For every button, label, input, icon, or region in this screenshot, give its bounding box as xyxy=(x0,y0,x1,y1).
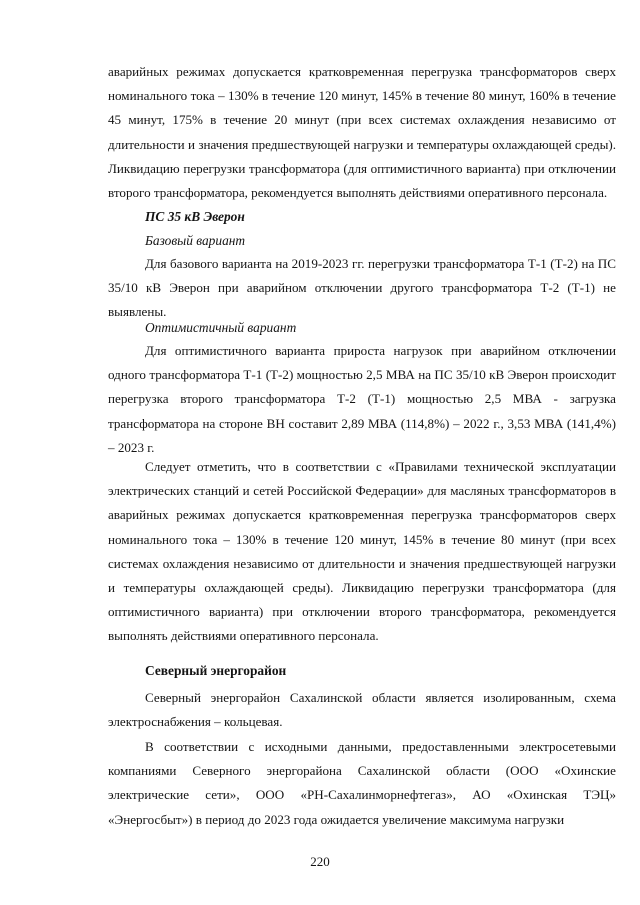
paragraph-grid-companies: В соответствии с исходными данными, предоставленными электросетевыми компаниями Северного энергорайона Сахалинской области (ООО «Охинские электрические сети», ООО «РН-Сахалинморнефтегаз», АО «Охинская ТЭЦ» «Энергосбыт») в период до 2023 года ожидается увеличение максимума нагрузки xyxy=(108,739,616,827)
paragraph-operation-rules: Следует отметить, что в соответствии с «Правилами технической эксплуатации электрических станций и сетей Российской Федерации» для масляных трансформаторов в аварийных режимах допускается кратковременная перегрузка трансформаторов сверх номинального тока – 130% в течение 120 минут, 145% в течение 80 минут (при всех системах охлаждения независимо от длительности и значения предшествующей нагрузки и температуры охлаждающей среды). Ликвидацию перегрузки трансформатора (для оптимистичного варианта) при отключении второго трансформатора, рекомендуется выполнять действиями оперативного персонала. xyxy=(108,459,616,644)
page-number: 220 xyxy=(310,854,330,869)
paragraph-optimistic-variant: Для оптимистичного варианта прироста нагрузок при аварийном отключении одного трансформатора Т-1 (Т-2) мощностью 2,5 МВА на ПС 35/10 кВ Эверон происходит перегрузка второго трансформатора Т-2 (Т-1) мощностью 2,5 МВА - загрузка трансформатора на стороне ВН составит 2,89 МВА (114,8%) – 2022 г., 3,53 МВА (141,4%) – 2023 г. xyxy=(108,343,616,455)
heading-northern-region: Северный энергорайон xyxy=(145,663,287,678)
paragraph-base-variant: Для базового варианта на 2019-2023 гг. перегрузки трансформатора Т-1 (Т-2) на ПС 35/10 кВ Эверон при аварийном отключении другого трансформатора Т-2 (Т-1) не выявлены. xyxy=(108,256,616,320)
subheading-base-variant: Базовый вариант xyxy=(145,233,246,248)
paragraph-overload-intro: аварийных режимах допускается кратковременная перегрузка трансформаторов сверх номинального тока – 130% в течение 120 минут, 145% в течение 80 минут, 160% в течение 45 минут, 175% в течение 20 минут (при всех системах охлаждения независимо от длительности и значения предшествующей нагрузки и температуры охлаждающей среды). Ликвидацию перегрузки трансформатора (для оптимистичного варианта) при отключении второго трансформатора, рекомендуется выполнять действиями оперативного персонала. xyxy=(108,64,616,201)
heading-substation-everon: ПС 35 кВ Эверон xyxy=(145,209,245,224)
subheading-optimistic-variant: Оптимистичный вариант xyxy=(145,320,297,335)
paragraph-region-description: Северный энергорайон Сахалинской области является изолированным, схема электроснабжения – кольцевая. xyxy=(108,690,616,730)
